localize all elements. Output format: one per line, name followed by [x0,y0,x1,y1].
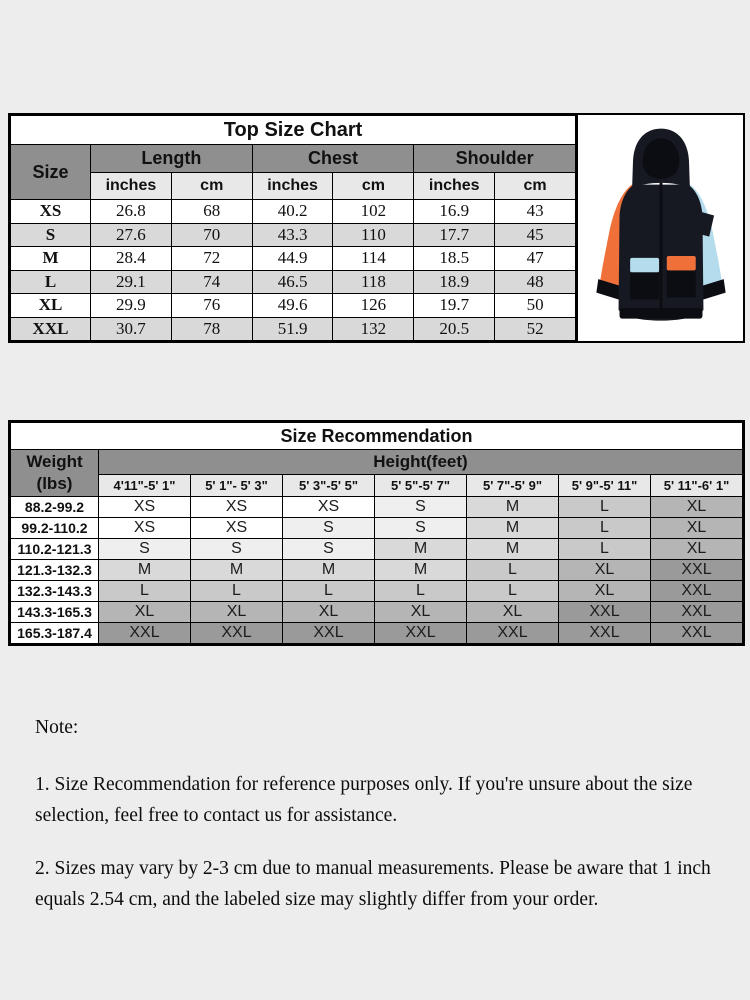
recommended-size-cell: S [283,539,375,560]
recommended-size-cell: XS [191,497,283,518]
size-row [11,294,576,318]
measurement-cell: 110 [333,223,414,247]
recommended-size-cell: XL [651,497,743,518]
recommended-size-cell: M [375,539,467,560]
recommended-size-cell: M [467,539,559,560]
size-recommendation-section [8,420,745,646]
measurement-cell: 18.9 [414,270,495,294]
unit-header: inches [91,173,172,200]
measurement-cell: 30.7 [91,317,172,341]
recommended-size-cell: M [99,560,191,581]
measurement-cell: 43 [495,200,576,224]
recommended-size-cell: XS [191,518,283,539]
recommended-size-cell: L [375,581,467,602]
unit-header: cm [333,173,414,200]
measurement-cell: 76 [171,294,252,318]
measurement-cell: 16.9 [414,200,495,224]
weight-range-label: 121.3-132.3 [11,560,99,581]
recommended-size-cell: XL [191,602,283,623]
size-recommendation-table [10,422,743,644]
measurement-cell: 48 [495,270,576,294]
measurement-cell: 132 [333,317,414,341]
weight-range-label: 110.2-121.3 [11,539,99,560]
measurement-cell: 70 [171,223,252,247]
height-range: 5' 7"-5' 9" [467,475,559,497]
unit-header: inches [414,173,495,200]
unit-header: inches [252,173,333,200]
measurement-cell: 102 [333,200,414,224]
measurement-cell: 28.4 [91,247,172,271]
recommended-size-cell: L [99,581,191,602]
recommended-size-cell: XXL [99,623,191,644]
unit-header: cm [171,173,252,200]
height-range: 4'11"-5' 1" [99,475,191,497]
measurement-cell: 26.8 [91,200,172,224]
measurement-cell: 126 [333,294,414,318]
unit-header-row [11,173,576,200]
height-range: 5' 1"- 5' 3" [191,475,283,497]
weight-range-label: 88.2-99.2 [11,497,99,518]
recommended-size-cell: XL [651,539,743,560]
length-group-header: Length [91,145,253,173]
size-label: XXL [11,317,91,341]
weight-header-label: Weight [26,452,83,471]
top-size-chart-title-row [11,116,576,145]
weight-row [11,623,743,644]
recommended-size-cell: L [559,539,651,560]
recommended-size-cell: XL [99,602,191,623]
height-range: 5' 11"-6' 1" [651,475,743,497]
recommended-size-cell: M [191,560,283,581]
weight-unit-label: (lbs) [36,474,73,493]
top-size-chart-section [8,113,745,343]
product-jacket-image [576,115,743,341]
recommended-size-cell: S [99,539,191,560]
weight-column-header [11,450,99,497]
measurement-cell: 74 [171,270,252,294]
recommended-size-cell: S [191,539,283,560]
measurement-cell: 18.5 [414,247,495,271]
recommended-size-cell: XS [99,497,191,518]
height-group-header: Height(feet) [99,450,743,475]
measurement-cell: 49.6 [252,294,333,318]
weight-range-label: 99.2-110.2 [11,518,99,539]
weight-row [11,581,743,602]
weight-range-label: 165.3-187.4 [11,623,99,644]
recommended-size-cell: XXL [283,623,375,644]
recommended-size-cell: XL [559,560,651,581]
notes-heading: Note: [35,717,79,738]
size-row [11,200,576,224]
height-header-row [11,450,743,475]
size-recommendation-title-row [11,423,743,450]
recommended-size-cell: L [467,560,559,581]
weight-row [11,539,743,560]
recommended-size-cell: XXL [651,623,743,644]
recommended-size-cell: XL [467,602,559,623]
measurement-group-row [11,145,576,173]
size-label: S [11,223,91,247]
measurement-cell: 46.5 [252,270,333,294]
note-item-2: 2. Sizes may vary by 2-3 cm due to manual measurements. Please be aware that 1 inch equals 2.54 cm, and the labeled size may slightly differ from your order. [35,858,711,910]
recommended-size-cell: L [283,581,375,602]
recommended-size-cell: XXL [467,623,559,644]
measurement-cell: 19.7 [414,294,495,318]
top-size-chart-title: Top Size Chart [11,116,576,145]
size-row [11,317,576,341]
measurement-cell: 114 [333,247,414,271]
weight-range-label: 132.3-143.3 [11,581,99,602]
measurement-cell: 78 [171,317,252,341]
recommended-size-cell: XS [99,518,191,539]
measurement-cell: 51.9 [252,317,333,341]
recommended-size-cell: S [375,518,467,539]
size-label: XL [11,294,91,318]
measurement-cell: 44.9 [252,247,333,271]
height-range-row [11,475,743,497]
recommended-size-cell: L [559,497,651,518]
size-label: L [11,270,91,294]
measurement-cell: 72 [171,247,252,271]
recommended-size-cell: L [559,518,651,539]
measurement-cell: 29.9 [91,294,172,318]
size-row [11,270,576,294]
top-size-chart-table [10,115,576,341]
height-range: 5' 5"-5' 7" [375,475,467,497]
weight-row [11,602,743,623]
weight-range-label: 143.3-165.3 [11,602,99,623]
recommended-size-cell: XS [283,497,375,518]
measurement-cell: 43.3 [252,223,333,247]
recommended-size-cell: XXL [191,623,283,644]
note-item-1: 1. Size Recommendation for reference purposes only. If you're unsure about the size selection, feel free to contact us for assistance. [35,774,693,826]
notes-section [35,712,735,937]
measurement-cell: 118 [333,270,414,294]
recommended-size-cell: S [283,518,375,539]
measurement-cell: 29.1 [91,270,172,294]
weight-row [11,560,743,581]
measurement-cell: 45 [495,223,576,247]
size-label: M [11,247,91,271]
size-row [11,223,576,247]
shoulder-group-header: Shoulder [414,145,576,173]
measurement-cell: 20.5 [414,317,495,341]
recommended-size-cell: S [375,497,467,518]
recommended-size-cell: XXL [651,560,743,581]
measurement-cell: 40.2 [252,200,333,224]
size-row [11,247,576,271]
size-column-header: Size [11,145,91,200]
recommended-size-cell: XL [559,581,651,602]
unit-header: cm [495,173,576,200]
recommended-size-cell: XL [283,602,375,623]
recommended-size-cell: XXL [651,602,743,623]
recommended-size-cell: XL [375,602,467,623]
recommended-size-cell: M [467,518,559,539]
recommended-size-cell: XL [651,518,743,539]
measurement-cell: 17.7 [414,223,495,247]
measurement-cell: 68 [171,200,252,224]
recommended-size-cell: XXL [559,602,651,623]
recommended-size-cell: XXL [375,623,467,644]
weight-row [11,518,743,539]
recommended-size-cell: M [467,497,559,518]
size-label: XS [11,200,91,224]
recommended-size-cell: XXL [651,581,743,602]
measurement-cell: 52 [495,317,576,341]
weight-row [11,497,743,518]
measurement-cell: 47 [495,247,576,271]
jacket-illustration [579,115,743,341]
measurement-cell: 50 [495,294,576,318]
recommended-size-cell: L [191,581,283,602]
height-range: 5' 3"-5' 5" [283,475,375,497]
measurement-cell: 27.6 [91,223,172,247]
recommended-size-cell: M [283,560,375,581]
recommended-size-cell: M [375,560,467,581]
height-range: 5' 9"-5' 11" [559,475,651,497]
recommended-size-cell: L [467,581,559,602]
size-recommendation-title: Size Recommendation [11,423,743,450]
recommended-size-cell: XXL [559,623,651,644]
chest-group-header: Chest [252,145,414,173]
